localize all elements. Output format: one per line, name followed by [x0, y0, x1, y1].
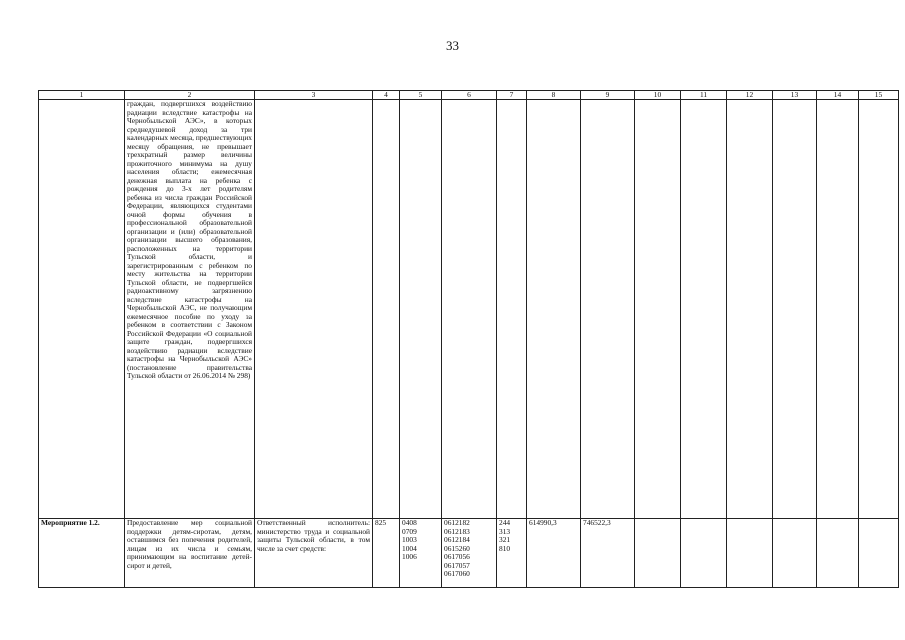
section-code: 1006: [402, 552, 417, 561]
row1-col6: [442, 100, 497, 519]
target-item-code: 0617056: [444, 552, 470, 561]
expense-type-code: 321: [499, 535, 511, 544]
target-item-code: 0612182: [444, 518, 470, 527]
target-item-codes: [442, 519, 497, 588]
row1-col7: [497, 100, 527, 519]
header-col-14: 14: [817, 91, 859, 100]
row2-col13: [773, 519, 817, 588]
header-col-10: 10: [635, 91, 681, 100]
amount-col9: 746522,3: [581, 519, 635, 588]
header-col-4: 4: [373, 91, 400, 100]
header-col-12: 12: [727, 91, 773, 100]
row1-col12: [727, 100, 773, 519]
header-col-9: 9: [581, 91, 635, 100]
target-item-code: 0615260: [444, 543, 470, 553]
target-item-code: 0617060: [444, 569, 470, 578]
row1-col15: [859, 100, 899, 519]
row1-col3: [255, 100, 373, 519]
expense-type-codes: [497, 519, 527, 588]
amount-col8: 614990,3: [527, 519, 581, 588]
activity-number: Мероприятие 1.2.: [39, 519, 125, 588]
header-col-11: 11: [681, 91, 727, 100]
row2-col14: [817, 519, 859, 588]
header-col-2: 2: [125, 91, 255, 100]
row1-col8: [527, 100, 581, 519]
row2-col10: [635, 519, 681, 588]
row1-col13: [773, 100, 817, 519]
header-col-15: 15: [859, 91, 899, 100]
row1-col5: [400, 100, 442, 519]
header-col-3: 3: [255, 91, 373, 100]
row1-col9: [581, 100, 635, 519]
budget-table: [38, 90, 899, 588]
section-code: 1004: [402, 543, 417, 553]
column-number-header-row: [39, 91, 899, 100]
row1-description: граждан, подвергшихся воздействию радиации вследствие катастрофы на Чернобыльской АЭС», в которых среднедушевой доход за три календарных месяца, предшествующих месяцу обращения, не превышает трехкратный размер величины прожиточного минимума на душу населения области; ежемесячная денежная выплата на ребенка с рождения до 3-х лет родителям ребенка из числа граждан Российской Федерации, являющихся студентами очной формы обучения в профессиональной образовательной организации и (или) образовательной организации высшего образования, расположенных на территории Тульской области, и зарегистрированным с ребенком по месту жительства на территории Тульской области, не подвергшейся радиоактивному загрязнению вследствие катастрофы на Чернобыльской АЭС, не получающим ежемесячное пособие по уходу за ребенком в соответствии с Законом Российской Федерации «О социальной защите граждан, подвергшихся воздействию радиации вследствие катастрофы на Чернобыльской АЭС» (постановление правительства Тульской области от 26.06.2014 № 298): [125, 100, 255, 519]
activity-description: Предоставление мер социальной поддержки детям-сиротам, детям, оставшимся без попечения родителей, лицам из их числа и семьям, принимающим на воспитание детей-сирот и детей,: [125, 519, 255, 588]
section-code: 0408: [402, 518, 417, 527]
expense-type-code: 244: [499, 518, 511, 527]
row2-col12: [727, 519, 773, 588]
row1-col14: [817, 100, 859, 519]
header-col-1: 1: [39, 91, 125, 100]
page-number: 33: [446, 38, 459, 53]
target-item-code: 0612183: [444, 526, 470, 536]
row1-col1: [39, 100, 125, 519]
section-code: 1003: [402, 535, 417, 544]
row2-col15: [859, 519, 899, 588]
expense-type-code: 313: [499, 526, 511, 536]
target-item-code: 0617057: [444, 560, 470, 570]
row2-col11: [681, 519, 727, 588]
row1-col11: [681, 100, 727, 519]
target-item-code: 0612184: [444, 535, 470, 544]
section-code: 0709: [402, 526, 417, 536]
header-col-5: 5: [400, 91, 442, 100]
responsible-executor: Ответственный исполнитель: министерство труда и социальной защиты Тульской области, в том числе за счет средств:: [255, 519, 373, 588]
header-col-6: 6: [442, 91, 497, 100]
row1-col4: [373, 100, 400, 519]
table-row: [39, 519, 899, 588]
grbs-code: 825: [373, 519, 400, 588]
expense-type-code: 810: [499, 543, 511, 553]
section-codes: [400, 519, 442, 588]
header-col-7: 7: [497, 91, 527, 100]
table-row: [39, 100, 899, 519]
row1-col10: [635, 100, 681, 519]
header-col-13: 13: [773, 91, 817, 100]
header-col-8: 8: [527, 91, 581, 100]
